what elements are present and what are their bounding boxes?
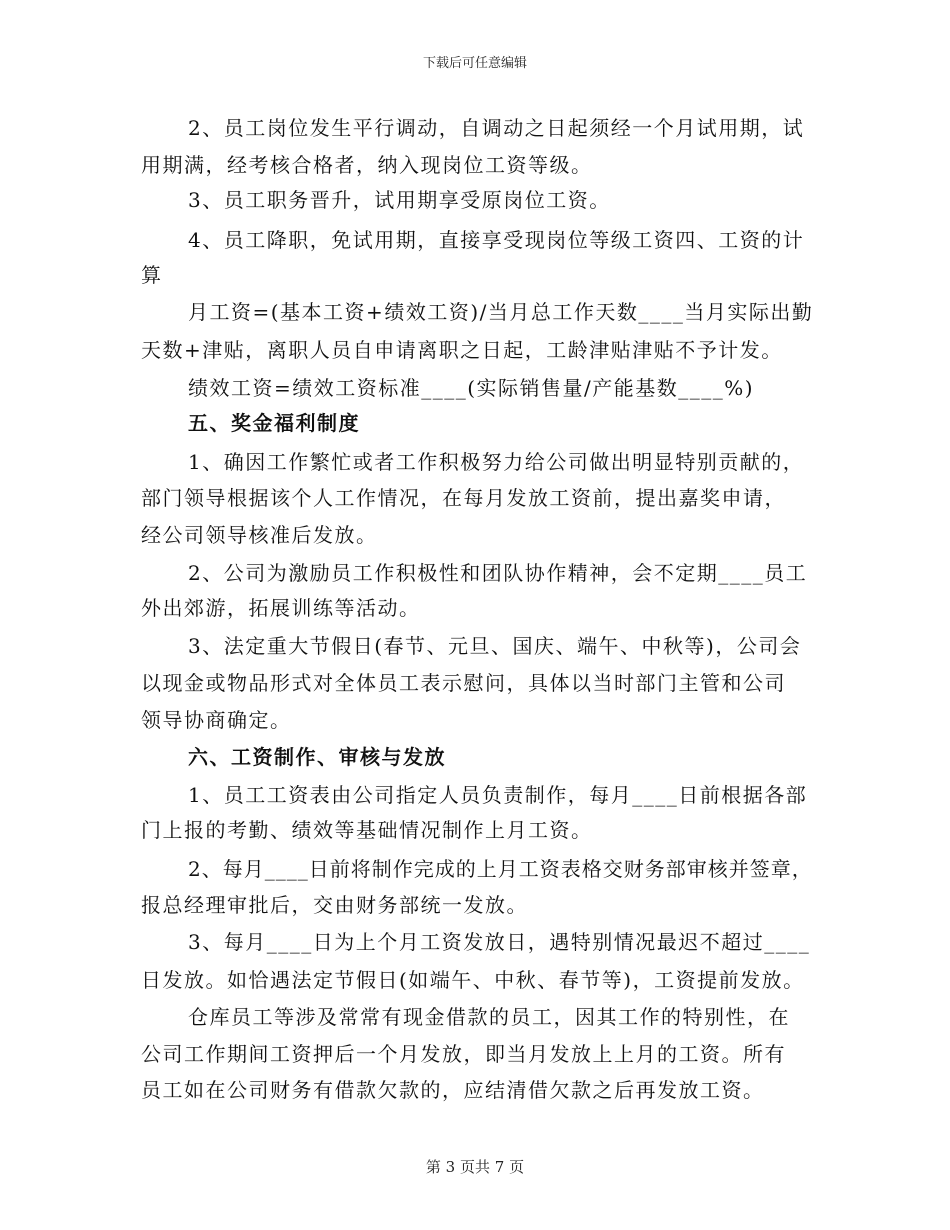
paragraph-line: 3、法定重大节假日(春节、元旦、国庆、端午、中秋等)，公司会 <box>188 634 802 658</box>
paragraph-line: 3、每月____日为上个月工资发放日，遇特别情况最迟不超过____ <box>188 930 811 954</box>
paragraph-line: 1、确因工作繁忙或者工作积极努力给公司做出明显特别贡献的， <box>188 450 805 474</box>
paragraph-line: 门上报的考勤、绩效等基础情况制作上月工资。 <box>141 818 593 842</box>
section-heading: 六、工资制作、审核与发放 <box>188 745 446 769</box>
paragraph-line: 经公司领导核准后发放。 <box>141 523 378 547</box>
page-footer: 第 3 页共 7 页 <box>425 1158 525 1176</box>
paragraph-line: 2、每月____日前将制作完成的上月工资表格交财务部审核并签章， <box>188 857 813 881</box>
paragraph-line: 外出郊游，拓展训练等活动。 <box>141 596 421 620</box>
paragraph-line: 1、员工工资表由公司指定人员负责制作，每月____日前根据各部 <box>188 783 808 807</box>
section-heading: 五、奖金福利制度 <box>188 411 360 435</box>
paragraph-line: 3、员工职务晋升，试用期享受原岗位工资。 <box>188 188 611 212</box>
paragraph-line: 员工如在公司财务有借款欠款的，应结清借欠款之后再发放工资。 <box>141 1078 765 1102</box>
paragraph-line: 算 <box>141 263 163 287</box>
paragraph-line: 绩效工资=绩效工资标准____(实际销售量/产能基数____%) <box>188 376 755 400</box>
paragraph-line: 用期满，经考核合格者，纳入现岗位工资等级。 <box>141 153 593 177</box>
paragraph-line: 天数+津贴，离职人员自申请离职之日起，工龄津贴津贴不予计发。 <box>141 338 783 362</box>
paragraph-line: 部门领导根据该个人工作情况，在每月发放工资前，提出嘉奖申请， <box>141 486 786 510</box>
paragraph-line: 月工资=(基本工资+绩效工资)/当月总工作天数____当月实际出勤 <box>188 300 814 324</box>
page-header: 下载后可任意编辑 <box>422 56 527 71</box>
paragraph-line: 公司工作期间工资押后一个月发放，即当月发放上上月的工资。所有 <box>141 1042 786 1066</box>
paragraph-line: 领导协商确定。 <box>141 708 292 732</box>
paragraph-line: 日发放。如恰遇法定节假日(如端午、中秋、春节等)，工资提前发放。 <box>141 968 805 992</box>
paragraph-line: 4、员工降职，免试用期，直接享受现岗位等级工资四、工资的计 <box>188 228 805 252</box>
paragraph-line: 仓库员工等涉及常常有现金借款的员工，因其工作的特别性，在 <box>188 1005 790 1029</box>
paragraph-line: 报总经理审批后，交由财务部统一发放。 <box>141 893 528 917</box>
paragraph-line: 以现金或物品形式对全体员工表示慰问，具体以当时部门主管和公司 <box>141 671 786 695</box>
paragraph-line: 2、员工岗位发生平行调动，自调动之日起须经一个月试用期，试 <box>188 116 805 140</box>
paragraph-line: 2、公司为激励员工作积极性和团队协作精神，会不定期____员工 <box>188 561 808 585</box>
